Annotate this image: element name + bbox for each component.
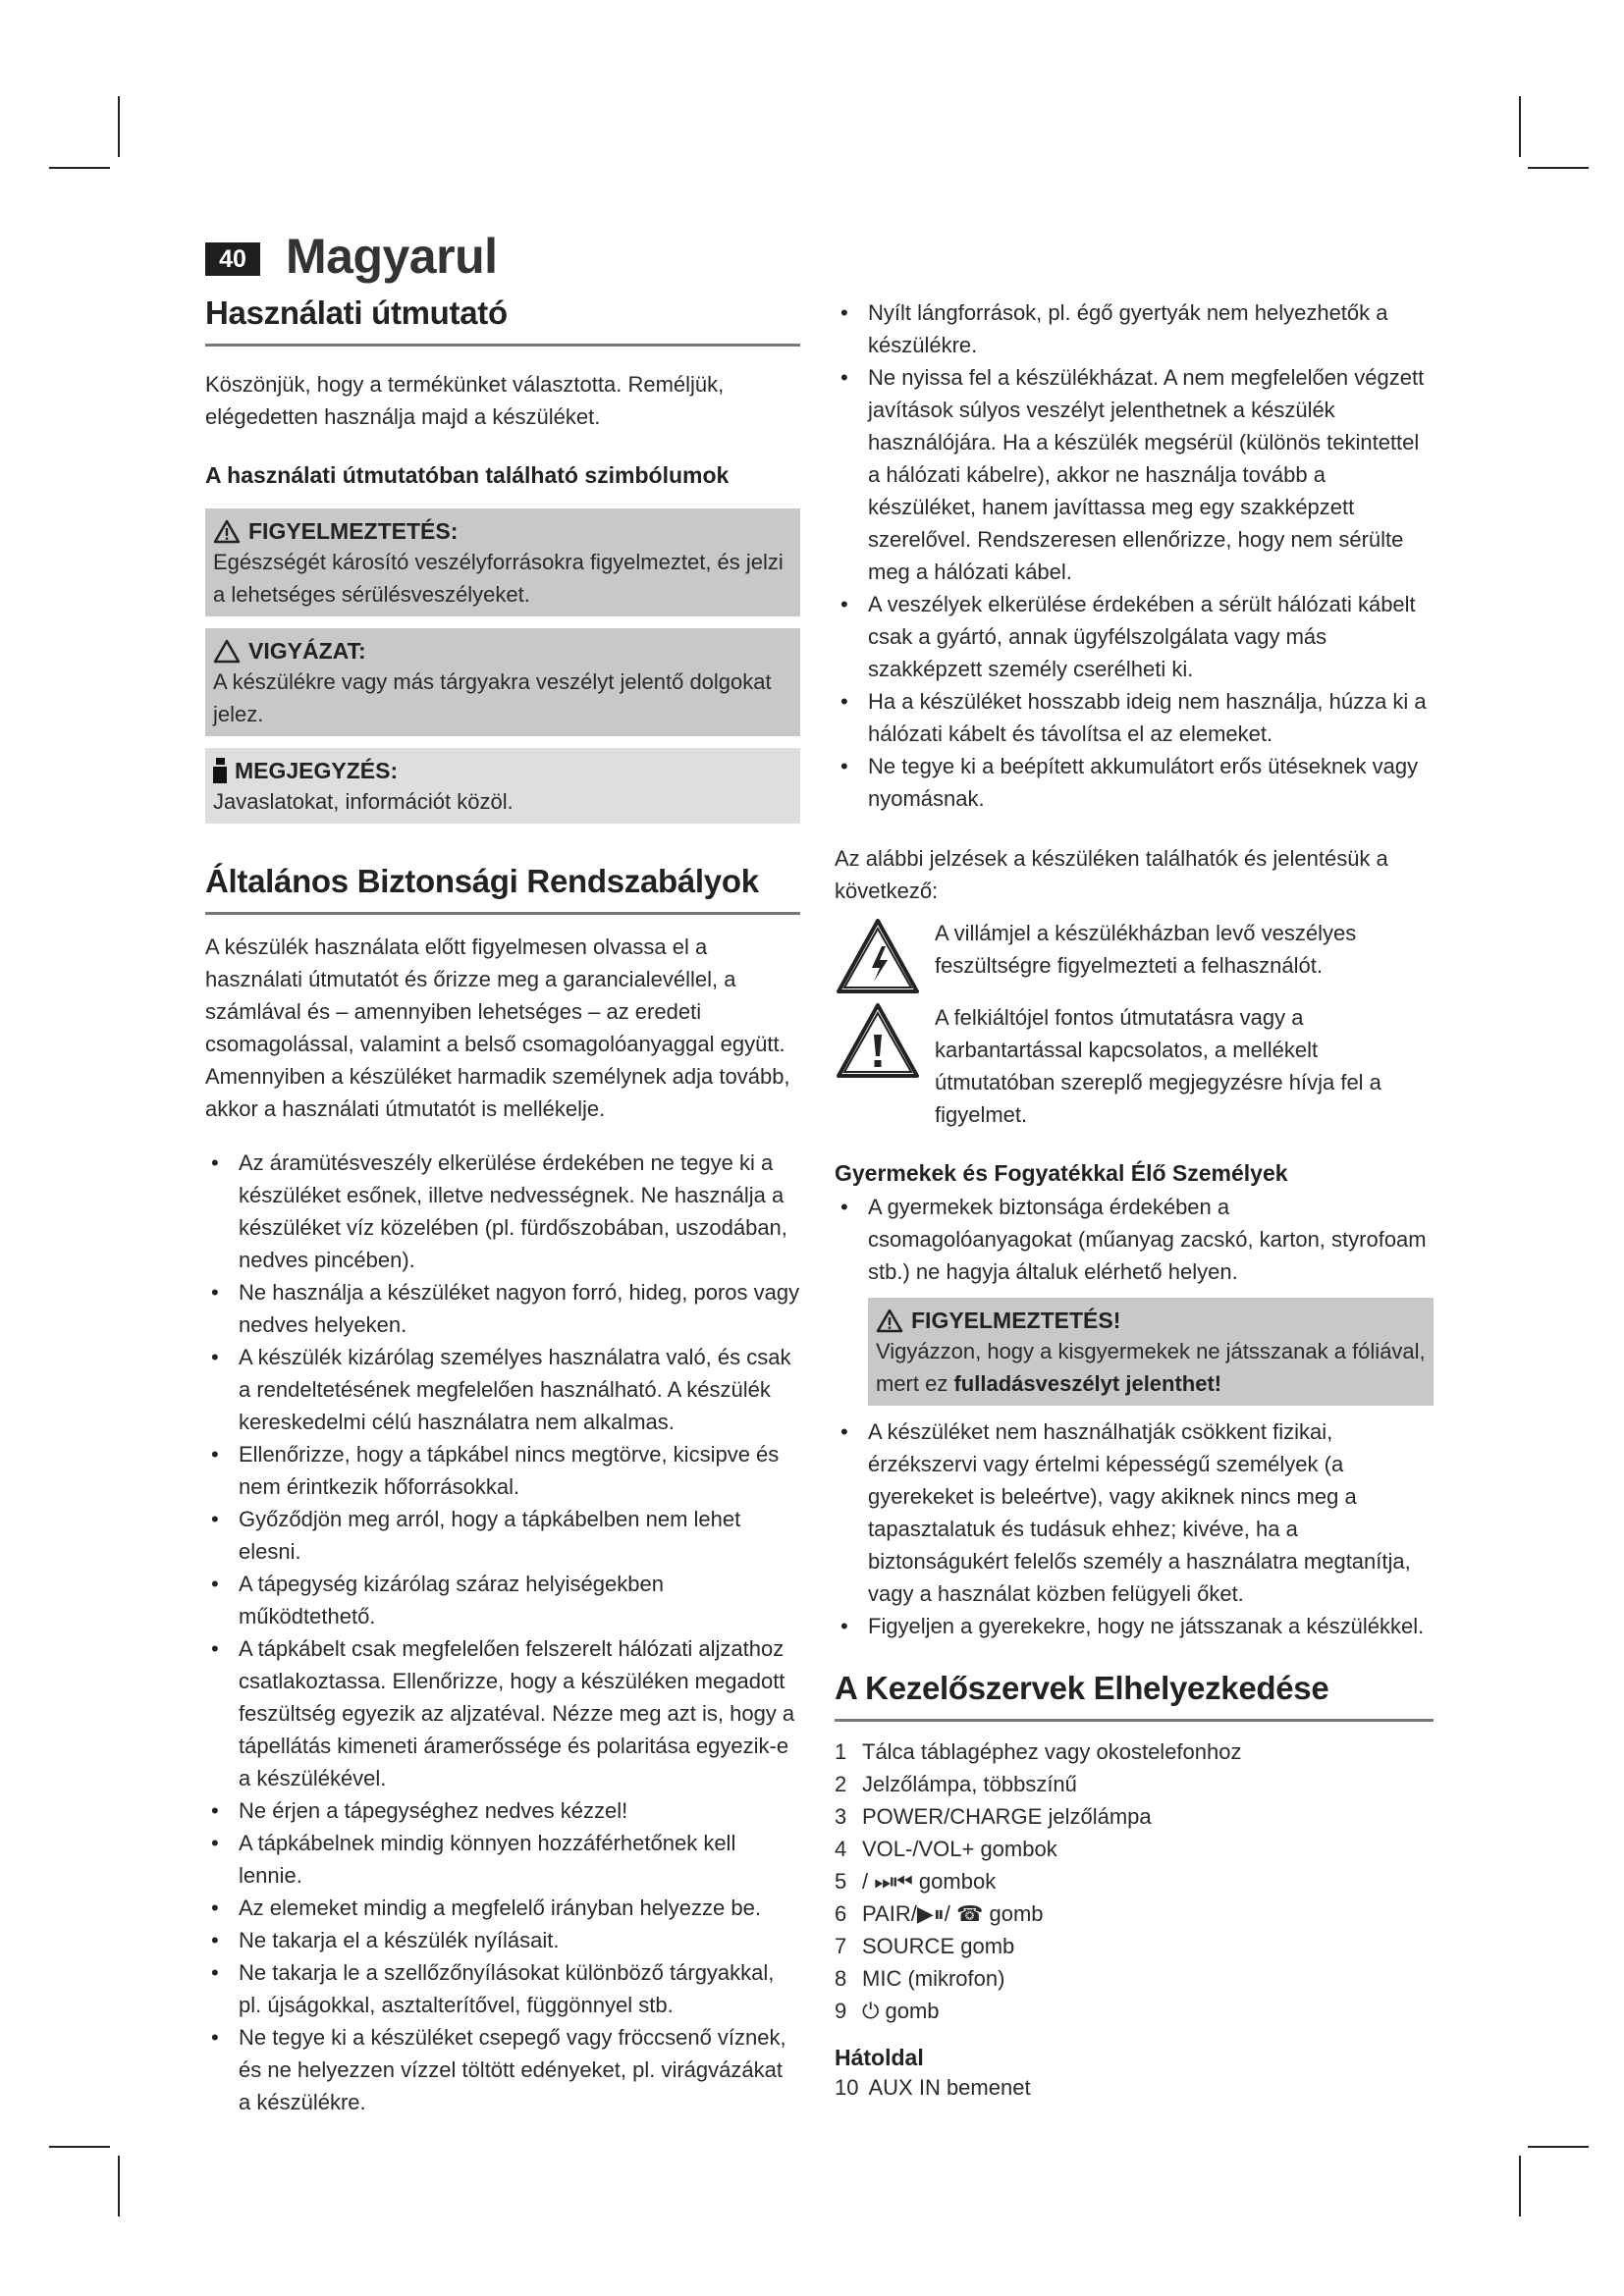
list-item: • Nyílt lángforrások, pl. égő gyertyák nem helyezhetők a készülékre. [835, 296, 1434, 361]
symbols-heading: A használati útmutatóban található szimbólumok [205, 462, 730, 488]
exclaim-symbol-row [835, 1001, 1434, 1131]
crop-mark [118, 2156, 120, 2216]
list-item: • Ellenőrizze, hogy a tápkábel nincs megtörve, kicsipve és nem érintkezik hőforrásokkal. [205, 1438, 800, 1503]
lightning-warning-icon [835, 917, 921, 995]
list-item: • Ne használja a készüléket nagyon forró, hideg, poros vagy nedves helyeken. [205, 1276, 800, 1341]
list-item: • Győződjön meg arról, hogy a tápkábelben nem lehet elesni. [205, 1503, 800, 1568]
list-item: • Ha a készüléket hosszabb ideig nem használja, húzza ki a hálózati kábelt és távolítsa el az elemeket. [835, 685, 1434, 750]
warning-icon [876, 1308, 903, 1333]
caution-box [205, 628, 800, 736]
info-icon [213, 758, 227, 783]
back-heading: Hátoldal [835, 2045, 924, 2070]
list-item: • Ne takarja el a készülék nyílásait. [205, 1924, 800, 1956]
warning-icon [213, 519, 241, 544]
section-title-controls: A Kezelőszervek Elhelyezkedése [835, 1670, 1434, 1722]
safety-bullet-list-continued [835, 296, 1434, 815]
left-column [205, 285, 800, 2118]
safety-bullet-list [205, 1147, 800, 2118]
controls-item: 2 Jelzőlámpa, többszínű [835, 1772, 1077, 1796]
intro-text: Köszönjük, hogy a termékünket választotta. Reméljük, elégedetten használja majd a készüléket. [205, 372, 725, 429]
list-item: • Az áramütésveszély elkerülése érdekében ne tegye ki a készüléket esőnek, illetve nedvességnek. Ne használja a készüléket víz közelében (pl. fürdőszobában, uszodában, nedves pincében). [205, 1147, 800, 1276]
list-item: • A tápegység kizárólag száraz helyiségekben működtethető. [205, 1568, 800, 1632]
list-item: • Ne nyissa fel a készülékházat. A nem megfelelően végzett javítások súlyos veszélyt jelenthetnek a készülék használójára. Ha a készülék megsérül (különös tekintettel a hálózati kábelre), akkor ne használja tovább a készüléket, hanem javíttassa meg egy szakképzett szerelővel. Rendszeresen ellenőrizze, hogy nem sérülte meg a hálózati kábel. [835, 361, 1434, 588]
list-item: • Az elemeket mindig a megfelelő irányban helyezze be. [205, 1892, 800, 1924]
lightning-symbol-text: A villámjel a készülékházban levő veszélyes feszültségre figyelmezteti a felhasználót. [935, 921, 1357, 978]
note-body: Javaslatokat, információt közöl. [213, 789, 514, 814]
note-title: MEGJEGYZÉS: [235, 758, 399, 783]
children-warning-box [868, 1298, 1434, 1406]
children-warning-body: Vigyázzon, hogy a kisgyermekek ne játsszanak a fóliával, mert ez fulladásveszélyt jelenthet! [876, 1339, 1426, 1396]
list-item: • A tápkábelnek mindig könnyen hozzáférhetőnek kell lennie. [205, 1827, 800, 1892]
note-box [205, 748, 800, 824]
crop-mark [1519, 96, 1521, 157]
children-heading: Gyermekek és Fogyatékkal Élő Személyek [835, 1160, 1288, 1186]
controls-item: 1 Tálca táblagéphez vagy okostelefonhoz [835, 1739, 1242, 1764]
crop-mark [1528, 2146, 1589, 2148]
list-item: • Ne takarja le a szellőzőnyílásokat különböző tárgyakkal, pl. újságokkal, asztalterítővel, függönnyel stb. [205, 1956, 800, 2021]
controls-item: 10 AUX IN bemenet [835, 2075, 1031, 2100]
list-item: • Figyeljen a gyerekekre, hogy ne játsszanak a készülékkel. [835, 1610, 1434, 1642]
controls-item: 6 PAIR/▶⏸/ ☎ gomb [835, 1901, 1044, 1926]
children-warning-title: FIGYELMEZTETÉS! [911, 1308, 1121, 1333]
list-item: • A készüléket nem használhatják csökkent fizikai, érzékszervi vagy értelmi képességű személyek (a gyerekeket is beleértve), vagy akiknek nincs meg a tapasztalatuk és tudásuk ehhez; kivéve, ha a biztonságukért felelős személy a használatra megtanítja, vagy a használat közben felügyeli őket. [835, 1415, 1434, 1610]
section-title-usage: Használati útmutató [205, 294, 800, 347]
list-item: • Ne érjen a tápegységhez nedves kézzel! [205, 1794, 800, 1827]
controls-item: 7 SOURCE gomb [835, 1934, 1015, 1958]
list-item: • A veszélyek elkerülése érdekében a sérült hálózati kábelt csak a gyártó, annak ügyfélszolgálata vagy más szakképzett személy cserélheti ki. [835, 588, 1434, 685]
exclaim-symbol-text: A felkiáltójel fontos útmutatásra vagy a karbantartással kapcsolatos, a mellékelt útmutatóban szereplő megjegyzésre hívja fel a figyelmet. [935, 1005, 1381, 1127]
caution-body: A készülékre vagy más tárgyakra veszélyt jelentő dolgokat jelez. [213, 669, 772, 726]
back-list [835, 2071, 1434, 2104]
exclamation-warning-icon [835, 1001, 921, 1080]
list-item: • A készülék kizárólag személyes használatra való, és csak a rendeltetésének megfelelően használható. A készülék kereskedelmi célú használatra nem alkalmas. [205, 1341, 800, 1438]
page-number: 40 [205, 242, 260, 276]
children-bullet-list [835, 1191, 1434, 1288]
symbols-intro: Az alábbi jelzések a készüléken találhatók és jelentésük a következő: [835, 846, 1388, 903]
controls-item: 8 MIC (mikrofon) [835, 1966, 1005, 1991]
crop-mark [1528, 167, 1589, 169]
list-item: • A tápkábelt csak megfelelően felszerelt hálózati aljzathoz csatlakoztassa. Ellenőrizze, hogy a készüléken megadott feszültség egyezik az aljzatéval. Nézze meg azt is, hogy a tápellátás kimeneti áramerőssége és polaritása egyezik-e a készülékével. [205, 1632, 800, 1794]
crop-mark [49, 2146, 110, 2148]
list-item: • Ne tegye ki a beépített akkumulátort erős ütéseknek vagy nyomásnak. [835, 750, 1434, 815]
lightning-symbol-row [835, 917, 1434, 995]
crop-mark [49, 167, 110, 169]
crop-mark [118, 96, 120, 157]
right-column [835, 285, 1434, 2104]
crop-mark [1519, 2156, 1521, 2216]
warning-body: Egészségét károsító veszélyforrásokra figyelmeztet, és jelzi a lehetséges sérülésveszélyeket. [213, 550, 784, 607]
warning-box [205, 508, 800, 616]
controls-item: 5 / ⏭⏮ gombok [835, 1869, 997, 1894]
controls-item: 9 ⏻ gomb [835, 1999, 940, 2023]
warning-title: FIGYELMEZTETÉS: [248, 518, 459, 544]
list-item: • A gyermekek biztonsága érdekében a csomagolóanyagokat (műanyag zacskó, karton, styrofoam stb.) ne hagyja általuk elérhető helyen. [835, 1191, 1434, 1288]
list-item: • Ne tegye ki a készüléket csepegő vagy fröccsenő víznek, és ne helyezzen vízzel töltött edényeket, pl. virágvázákat a készülékre. [205, 2021, 800, 2118]
page-language: Magyarul [286, 229, 498, 284]
caution-icon [213, 639, 241, 664]
controls-list [835, 1735, 1434, 2027]
section-title-safety: Általános Biztonsági Rendszabályok [205, 863, 800, 915]
children-bullet-list-2 [835, 1415, 1434, 1642]
caution-title: VIGYÁZAT: [248, 638, 366, 664]
controls-item: 4 VOL-/VOL+ gombok [835, 1837, 1057, 1861]
safety-intro: A készülék használata előtt figyelmesen olvassa el a használati útmutatót és őrizze meg a garancialevéllel, a számlával és – amennyiben lehetséges – az eredeti csomagolással, valamint a belső csomagolóanyaggal együtt. Amennyiben a készüléket harmadik személynek adja tovább, akkor a használati útmutatót is mellékelje. [205, 934, 790, 1121]
controls-item: 3 POWER/CHARGE jelzőlámpa [835, 1804, 1152, 1829]
